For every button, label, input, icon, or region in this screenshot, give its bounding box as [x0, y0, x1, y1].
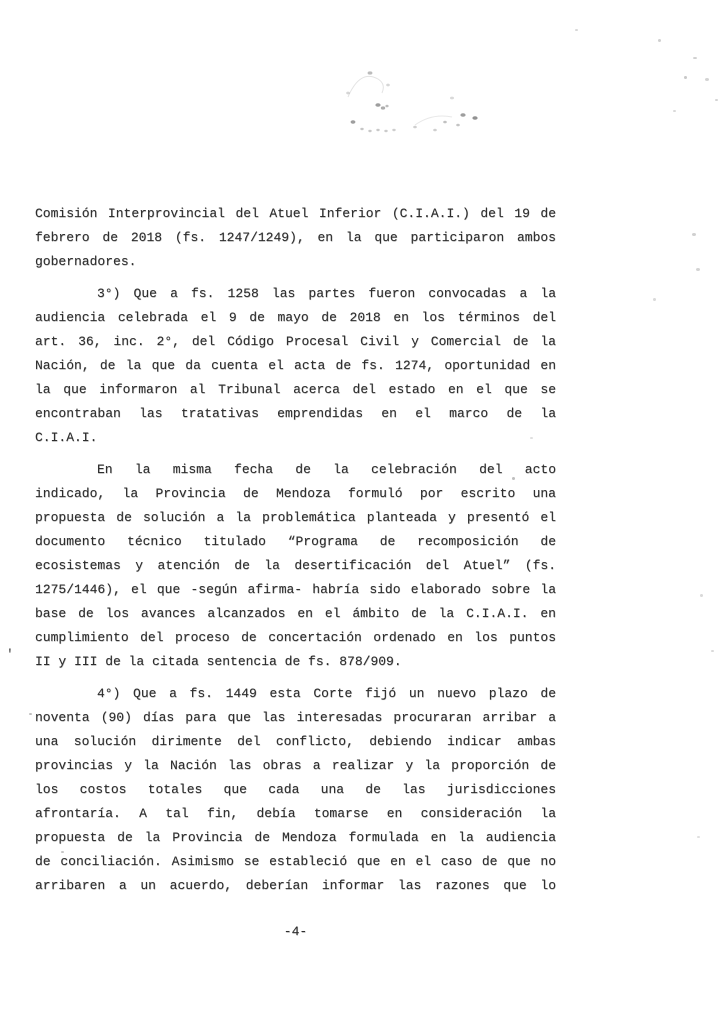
text-line: provincias y la Nación las obras a realizar y la proporción de — [35, 758, 556, 773]
document-text — [35, 202, 556, 898]
text-line: cumplimiento del proceso de concertación ordenado en los puntos — [35, 630, 556, 645]
text-line: una solución dirimente del conflicto, debiendo indicar ambas — [35, 734, 556, 749]
text-line: gobernadores. — [35, 254, 137, 269]
text-line: los costos totales que cada una de las jurisdicciones — [35, 782, 556, 797]
scan-speck — [705, 78, 709, 81]
scan-speck — [575, 29, 578, 31]
scan-speck — [684, 76, 687, 79]
text-line: propuesta de solución a la problemática planteada y presentó el — [35, 510, 556, 525]
scan-speck — [673, 110, 676, 112]
text-line: 1275/1446), el que -según afirma- habría sido elaborado sobre la — [35, 582, 556, 597]
paragraph — [35, 282, 556, 450]
text-line: indicado, la Provincia de Mendoza formuló por escrito una — [35, 486, 556, 501]
scan-speck — [658, 39, 661, 42]
scan-speck — [715, 99, 718, 101]
text-line: de conciliación. Asimismo se estableció que en el caso de que no — [35, 854, 556, 869]
scan-speck — [711, 650, 714, 652]
text-line: encontraban las tratativas emprendidas en el marco de la — [35, 406, 556, 421]
scan-speck — [693, 57, 697, 59]
text-line: documento técnico titulado “Programa de recomposición de — [35, 534, 556, 549]
scan-speck — [700, 594, 703, 597]
scan-speck — [697, 836, 700, 838]
text-line: C.I.A.I. — [35, 430, 98, 445]
text-line: la que informaron al Tribunal acerca del estado en el que se — [35, 382, 556, 397]
text-line: II y III de la citada sentencia de fs. 878/909. — [35, 654, 402, 669]
text-line: 3°) Que a fs. 1258 las partes fueron convocadas a la — [97, 286, 556, 301]
faded-pencil-smudge — [320, 55, 500, 145]
scan-speck — [61, 851, 64, 853]
page-number: -4- — [283, 924, 308, 939]
margin-tick-mark: ' — [6, 647, 14, 662]
text-line: base de los avances alcanzados en el ámbito de la C.I.A.I. en — [35, 606, 556, 621]
paragraph — [35, 202, 556, 274]
paragraph — [35, 682, 556, 898]
text-line: Nación, de la que da cuenta el acta de fs. 1274, oportunidad en — [35, 358, 556, 373]
text-line: En la misma fecha de la celebración del acto — [97, 462, 556, 477]
text-line: ecosistemas y atención de la desertificación del Atuel” (fs. — [35, 558, 556, 573]
text-line: audiencia celebrada el 9 de mayo de 2018 en los términos del — [35, 310, 556, 325]
scan-speck — [29, 713, 32, 715]
text-line: arribaren a un acuerdo, deberían informar las razones que lo — [35, 878, 556, 893]
text-line: 4°) Que a fs. 1449 esta Corte fijó un nuevo plazo de — [97, 686, 556, 701]
text-line: art. 36, inc. 2°, del Código Procesal Civil y Comercial de la — [35, 334, 556, 349]
paragraph — [35, 458, 556, 674]
text-line: propuesta de la Provincia de Mendoza formulada en la audiencia — [35, 830, 556, 845]
scan-speck — [512, 477, 515, 480]
scan-speck — [692, 233, 696, 236]
text-line: febrero de 2018 (fs. 1247/1249), en la que participaron ambos — [35, 230, 556, 245]
scan-speck — [696, 268, 700, 271]
scan-speck — [530, 437, 533, 439]
scan-speck — [653, 298, 656, 301]
text-line: afrontaría. A tal fin, debía tomarse en consideración la — [35, 806, 556, 821]
text-line: noventa (90) días para que las interesadas procuraran arribar a — [35, 710, 556, 725]
text-line: Comisión Interprovincial del Atuel Inferior (C.I.A.I.) del 19 de — [35, 206, 556, 221]
